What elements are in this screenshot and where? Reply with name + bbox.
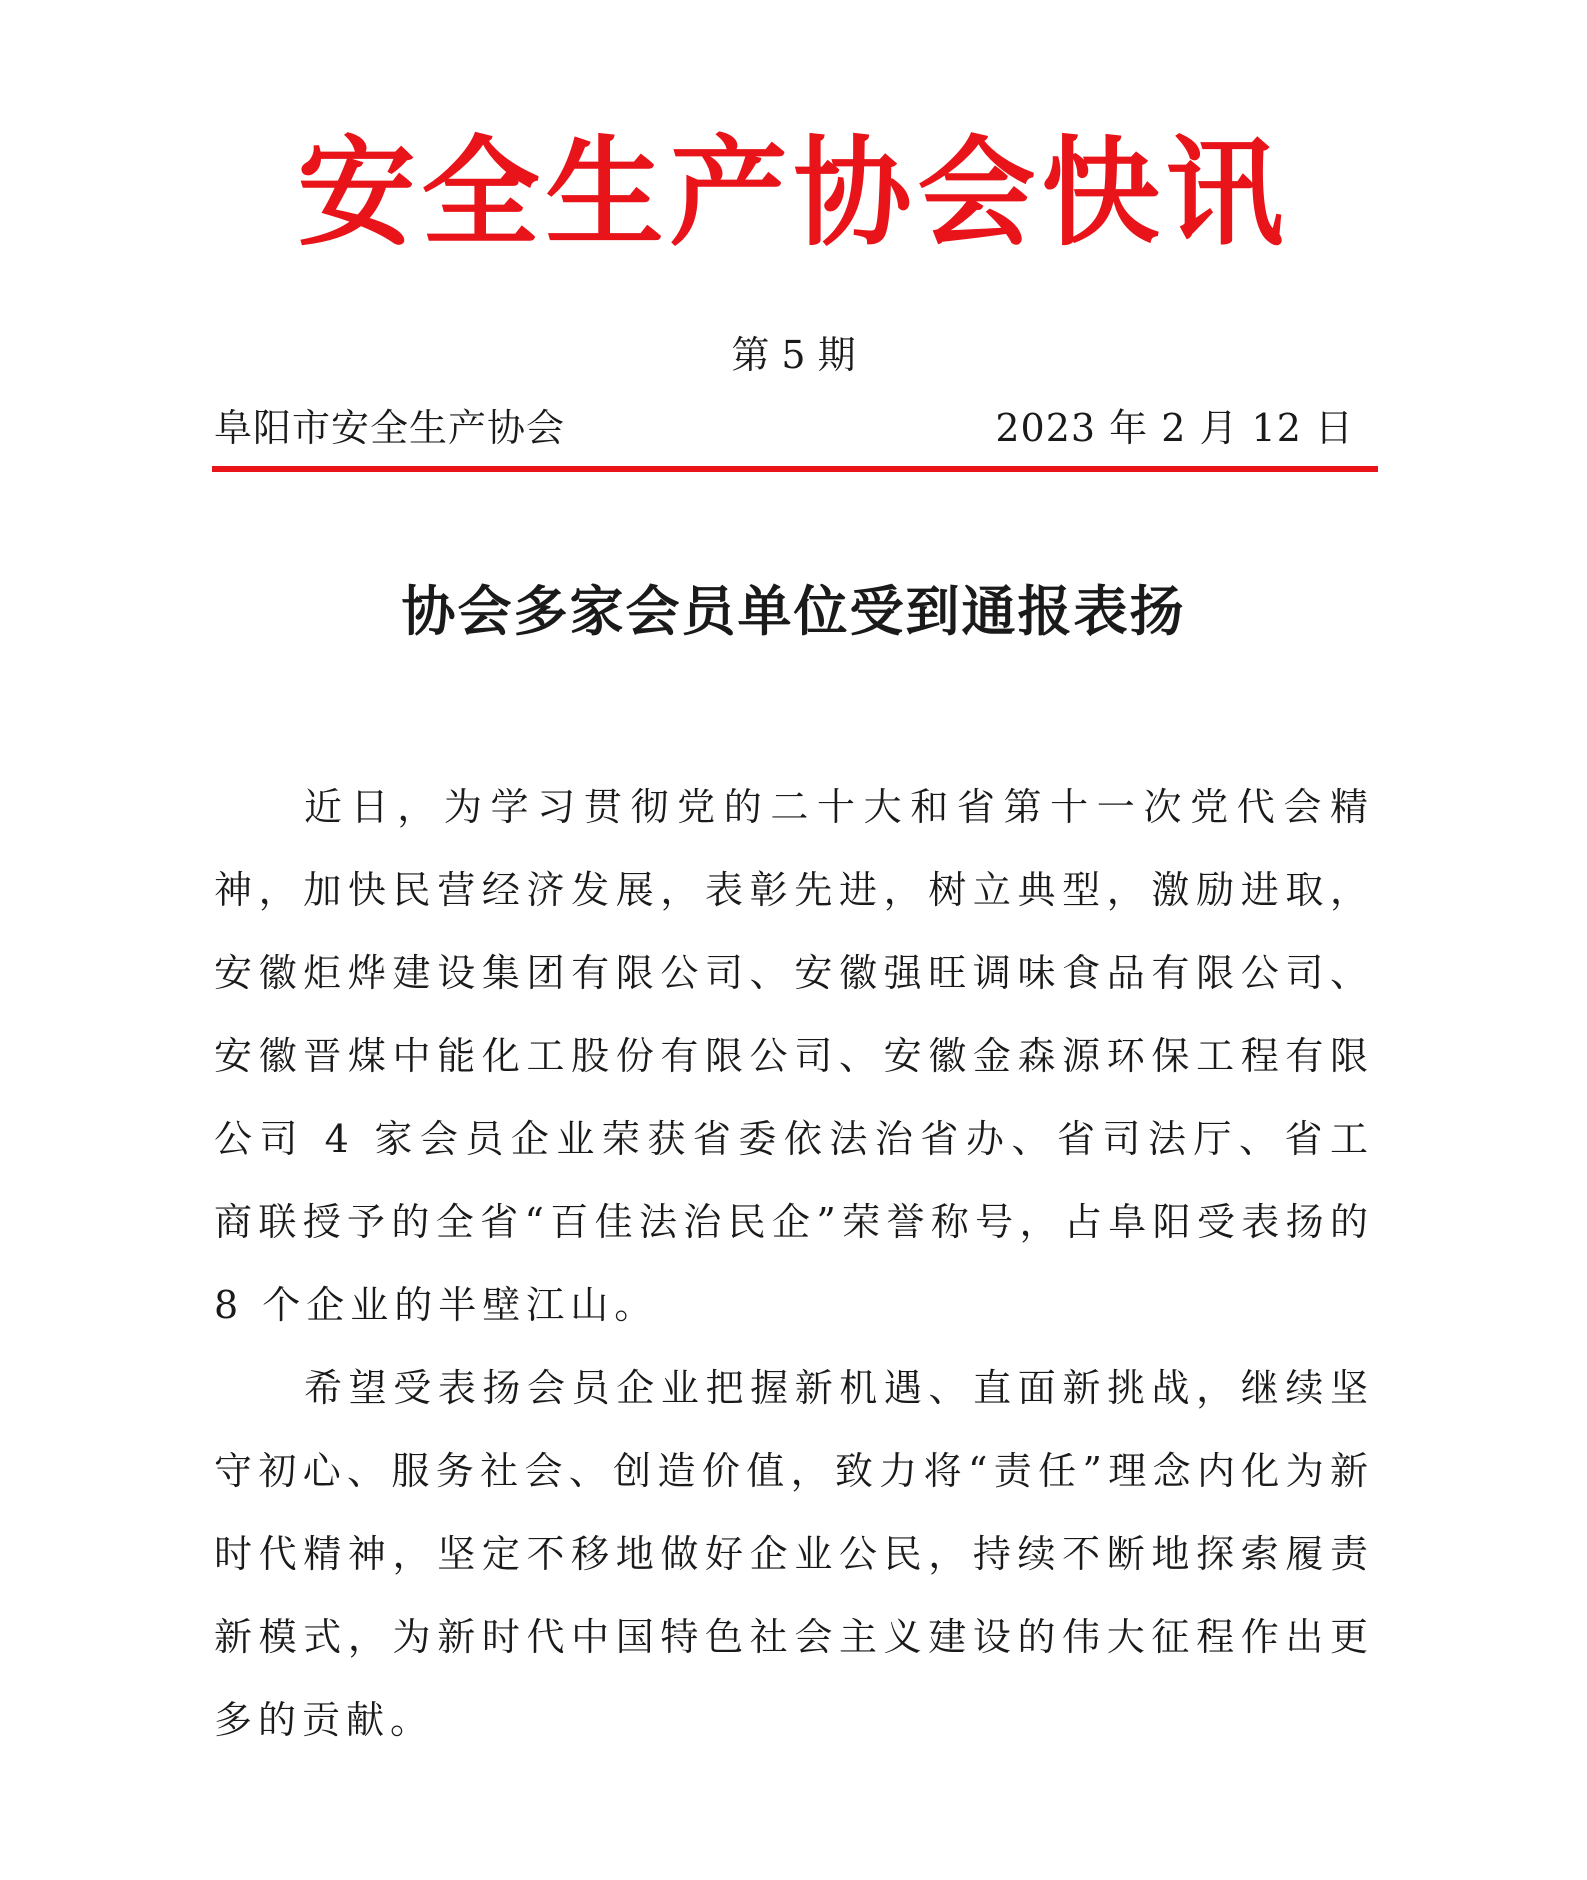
red-divider [212,466,1378,472]
article-body [214,766,1374,1762]
publication-date: 2023 年 2 月 12 日 [995,406,1354,450]
article-paragraph-1: 近日，为学习贯彻党的二十大和省第十一次党代会精神，加快民营经济发展，表彰先进，树立典型，激励进取，安徽炬烨建设集团有限公司、安徽强旺调味食品有限公司、安徽晋煤中能化工股份有限公司、安徽金森源环保工程有限公司 4 家会员企业荣获省委依法治省办、省司法厅、省工商联授予的全省“百佳法治民企”荣誉称号，占阜阳受表扬的 8 个企业的半壁江山。 [214,785,1374,1327]
article-title: 协会多家会员单位受到通报表扬 [401,580,1186,643]
meta-row [214,400,1354,456]
masthead-title: 安全生产协会快讯 [297,124,1290,262]
organization-name: 阜阳市安全生产协会 [214,406,566,450]
article-paragraph-2: 希望受表扬会员企业把握新机遇、直面新挑战，继续坚守初心、服务社会、创造价值，致力将“责任”理念内化为新时代精神，坚定不移地做好企业公民，持续不断地探索履责新模式，为新时代中国特色社会主义建设的伟大征程作出更多的贡献。 [214,1366,1374,1742]
issue-number: 第 5 期 [731,333,856,377]
